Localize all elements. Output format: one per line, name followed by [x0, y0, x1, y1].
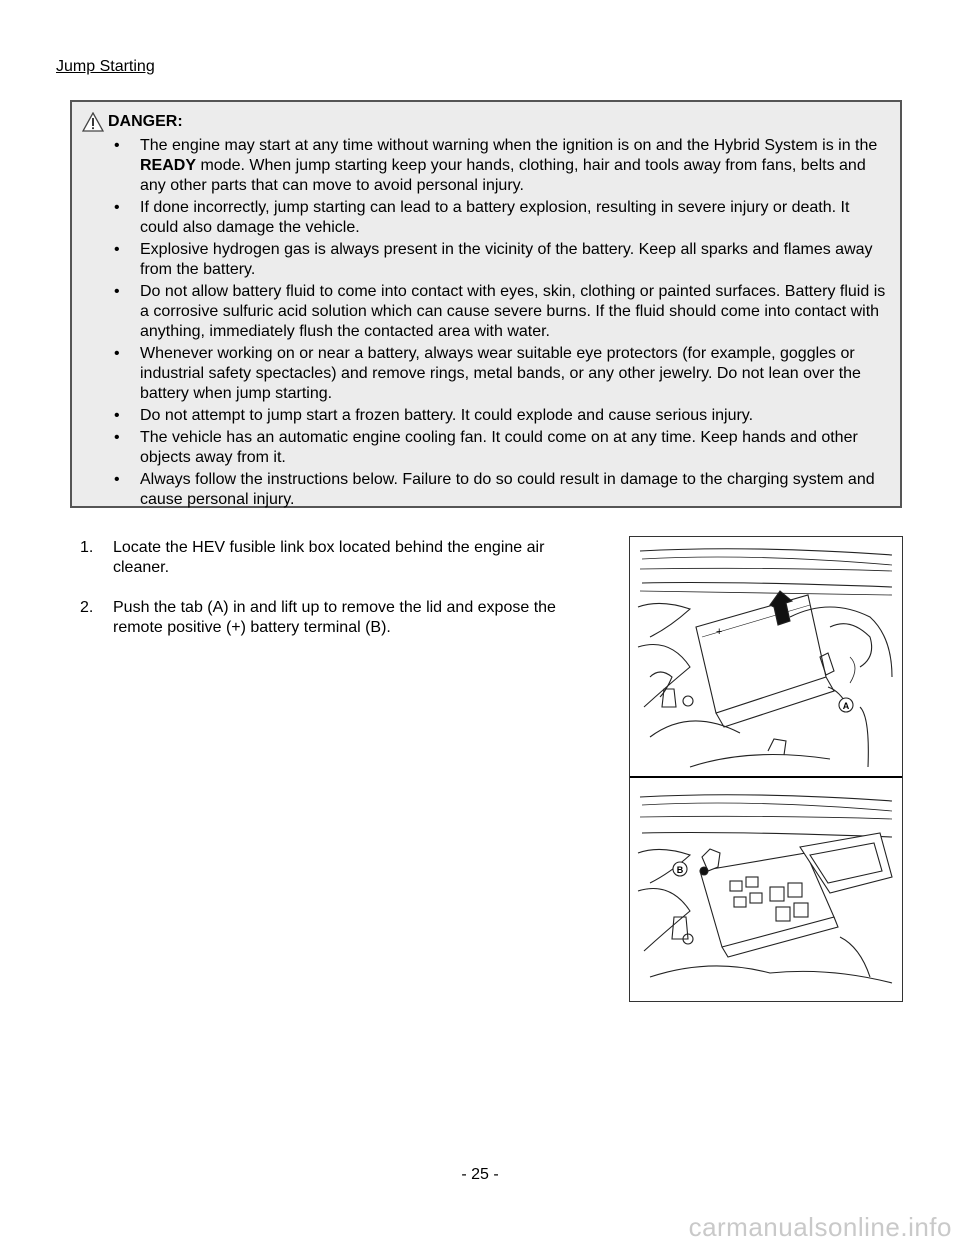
bullet-icon: • [114, 137, 120, 154]
danger-item [108, 198, 886, 238]
danger-text: Do not allow battery fluid to come into contact with eyes, skin, clothing or painted surfaces. Battery fluid is a corrosive sulfuric acid solution which can cause severe burns. If the fluid should come into contact with anything, immediately flush the contacted area with water. [140, 283, 886, 340]
fuse-box-illustration [630, 537, 902, 1001]
danger-item [108, 470, 886, 510]
figure-panel-top [638, 549, 892, 767]
danger-text: Always follow the instructions below. Failure to do so could result in damage to the charging system and cause personal injury. [140, 471, 875, 508]
page-number: - 25 - [461, 1166, 499, 1183]
bullet-icon: • [114, 407, 120, 424]
step-item [80, 538, 600, 578]
bullet-icon: • [114, 429, 120, 446]
steps-list [80, 538, 600, 658]
danger-box [70, 100, 902, 508]
callout-b: B [676, 865, 684, 875]
danger-item [108, 136, 886, 196]
danger-item [108, 344, 886, 404]
danger-text: The engine may start at any time without warning when the ignition is on and the Hybrid System is in the [140, 137, 878, 154]
figure-panel-bottom [638, 795, 892, 983]
danger-text: mode. When jump starting keep your hands, clothing, hair and tools away from fans, belts and any other parts that can move to avoid personal injury. [140, 157, 866, 194]
plus-mark: + [716, 626, 723, 638]
fuse-box-figure [629, 536, 903, 1002]
danger-emphasis: READY [140, 157, 197, 174]
danger-item [108, 240, 886, 280]
step-item [80, 598, 600, 638]
danger-item [108, 282, 886, 342]
step-number: 1. [80, 539, 94, 556]
danger-text: If done incorrectly, jump starting can lead to a battery explosion, resulting in severe injury or death. It could also damage the vehicle. [140, 199, 850, 236]
bullet-icon: • [114, 241, 120, 258]
bullet-icon: • [114, 471, 120, 488]
bullet-icon: • [114, 283, 120, 300]
danger-header [82, 112, 886, 132]
danger-item [108, 428, 886, 468]
danger-text: The vehicle has an automatic engine cooling fan. It could come on at any time. Keep hands and other objects away from it. [140, 429, 858, 466]
step-text: Locate the HEV fusible link box located behind the engine air cleaner. [113, 539, 545, 576]
step-number: 2. [80, 599, 94, 616]
danger-list [108, 136, 886, 510]
step-text: Push the tab (A) in and lift up to remove the lid and expose the remote positive (+) battery terminal (B). [113, 599, 556, 636]
warning-triangle-icon [82, 112, 104, 132]
danger-text: Do not attempt to jump start a frozen battery. It could explode and cause serious injury. [140, 407, 754, 424]
danger-label: DANGER: [108, 113, 183, 130]
danger-text: Whenever working on or near a battery, always wear suitable eye protectors (for example, goggles or industrial safety spectacles) and remove rings, metal bands, or any other jewelry. Do not lean over the battery when jump starting. [140, 345, 861, 402]
watermark: carmanualsonline.info [688, 1212, 952, 1242]
danger-item [108, 406, 886, 426]
callout-a: A [842, 701, 850, 711]
bullet-icon: • [114, 345, 120, 362]
danger-text: Explosive hydrogen gas is always present in the vicinity of the battery. Keep all sparks and flames away from the battery. [140, 241, 873, 278]
bullet-icon: • [114, 199, 120, 216]
section-title: Jump Starting [56, 58, 155, 75]
